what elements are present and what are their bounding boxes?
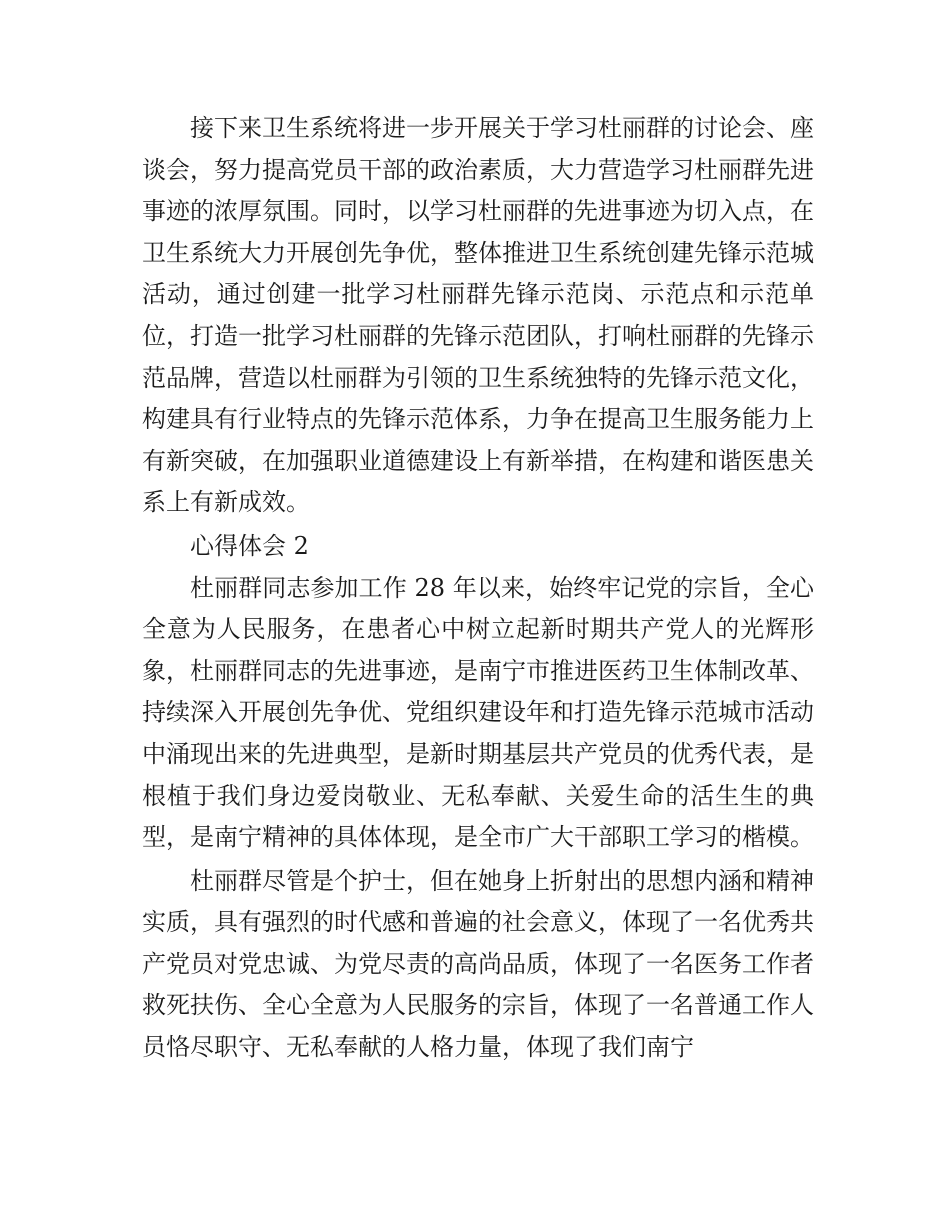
paragraph-intro: 接下来卫生系统将进一步开展关于学习杜丽群的讨论会、座谈会，努力提高党员干部的政治素质，大力营造学习杜丽群先进事迹的浓厚氛围。同时，以学习杜丽群的先进事迹为切入点，在卫生系统大力开展创先争优，整体推进卫生系统创建先锋示范城活动，通过创建一批学习杜丽群先锋示范岗、示范点和示范单位，打造一批学习杜丽群的先锋示范团队，打响杜丽群的先锋示范品牌，营造以杜丽群为引领的卫生系统独特的先锋示范文化，构建具有行业特点的先锋示范体系，力争在提高卫生服务能力上有新突破，在加强职业道德建设上有新举措，在构建和谐医患关系上有新成效。 <box>142 114 814 517</box>
document-body <box>142 108 814 1071</box>
paragraph-section-2: 杜丽群尽管是个护士，但在她身上折射出的思想内涵和精神实质，具有强烈的时代感和普遍的社会意义，体现了一名优秀共产党员对党忠诚、为党尽责的高尚品质，体现了一名医务工作者救死扶伤、全心全意为人民服务的宗旨，体现了一名普通工作人员恪尽职守、无私奉献的人格力量，体现了我们南宁 <box>142 866 814 1062</box>
section-heading: 心得体会 2 <box>190 531 309 560</box>
paragraph-section-1: 杜丽群同志参加工作 28 年以来，始终牢记党的宗旨，全心全意为人民服务，在患者心中树立起新时期共产党人的光辉形象，杜丽群同志的先进事迹，是南宁市推进医药卫生体制改革、持续深入开展创先争优、党组织建设年和打造先锋示范城市活动中涌现出来的先进典型，是新时期基层共产党员的优秀代表，是根植于我们身边爱岗敬业、无私奉献、关爱生命的活生生的典型，是南宁精神的具体体现，是全市广大干部职工学习的楷模。 <box>142 573 814 852</box>
